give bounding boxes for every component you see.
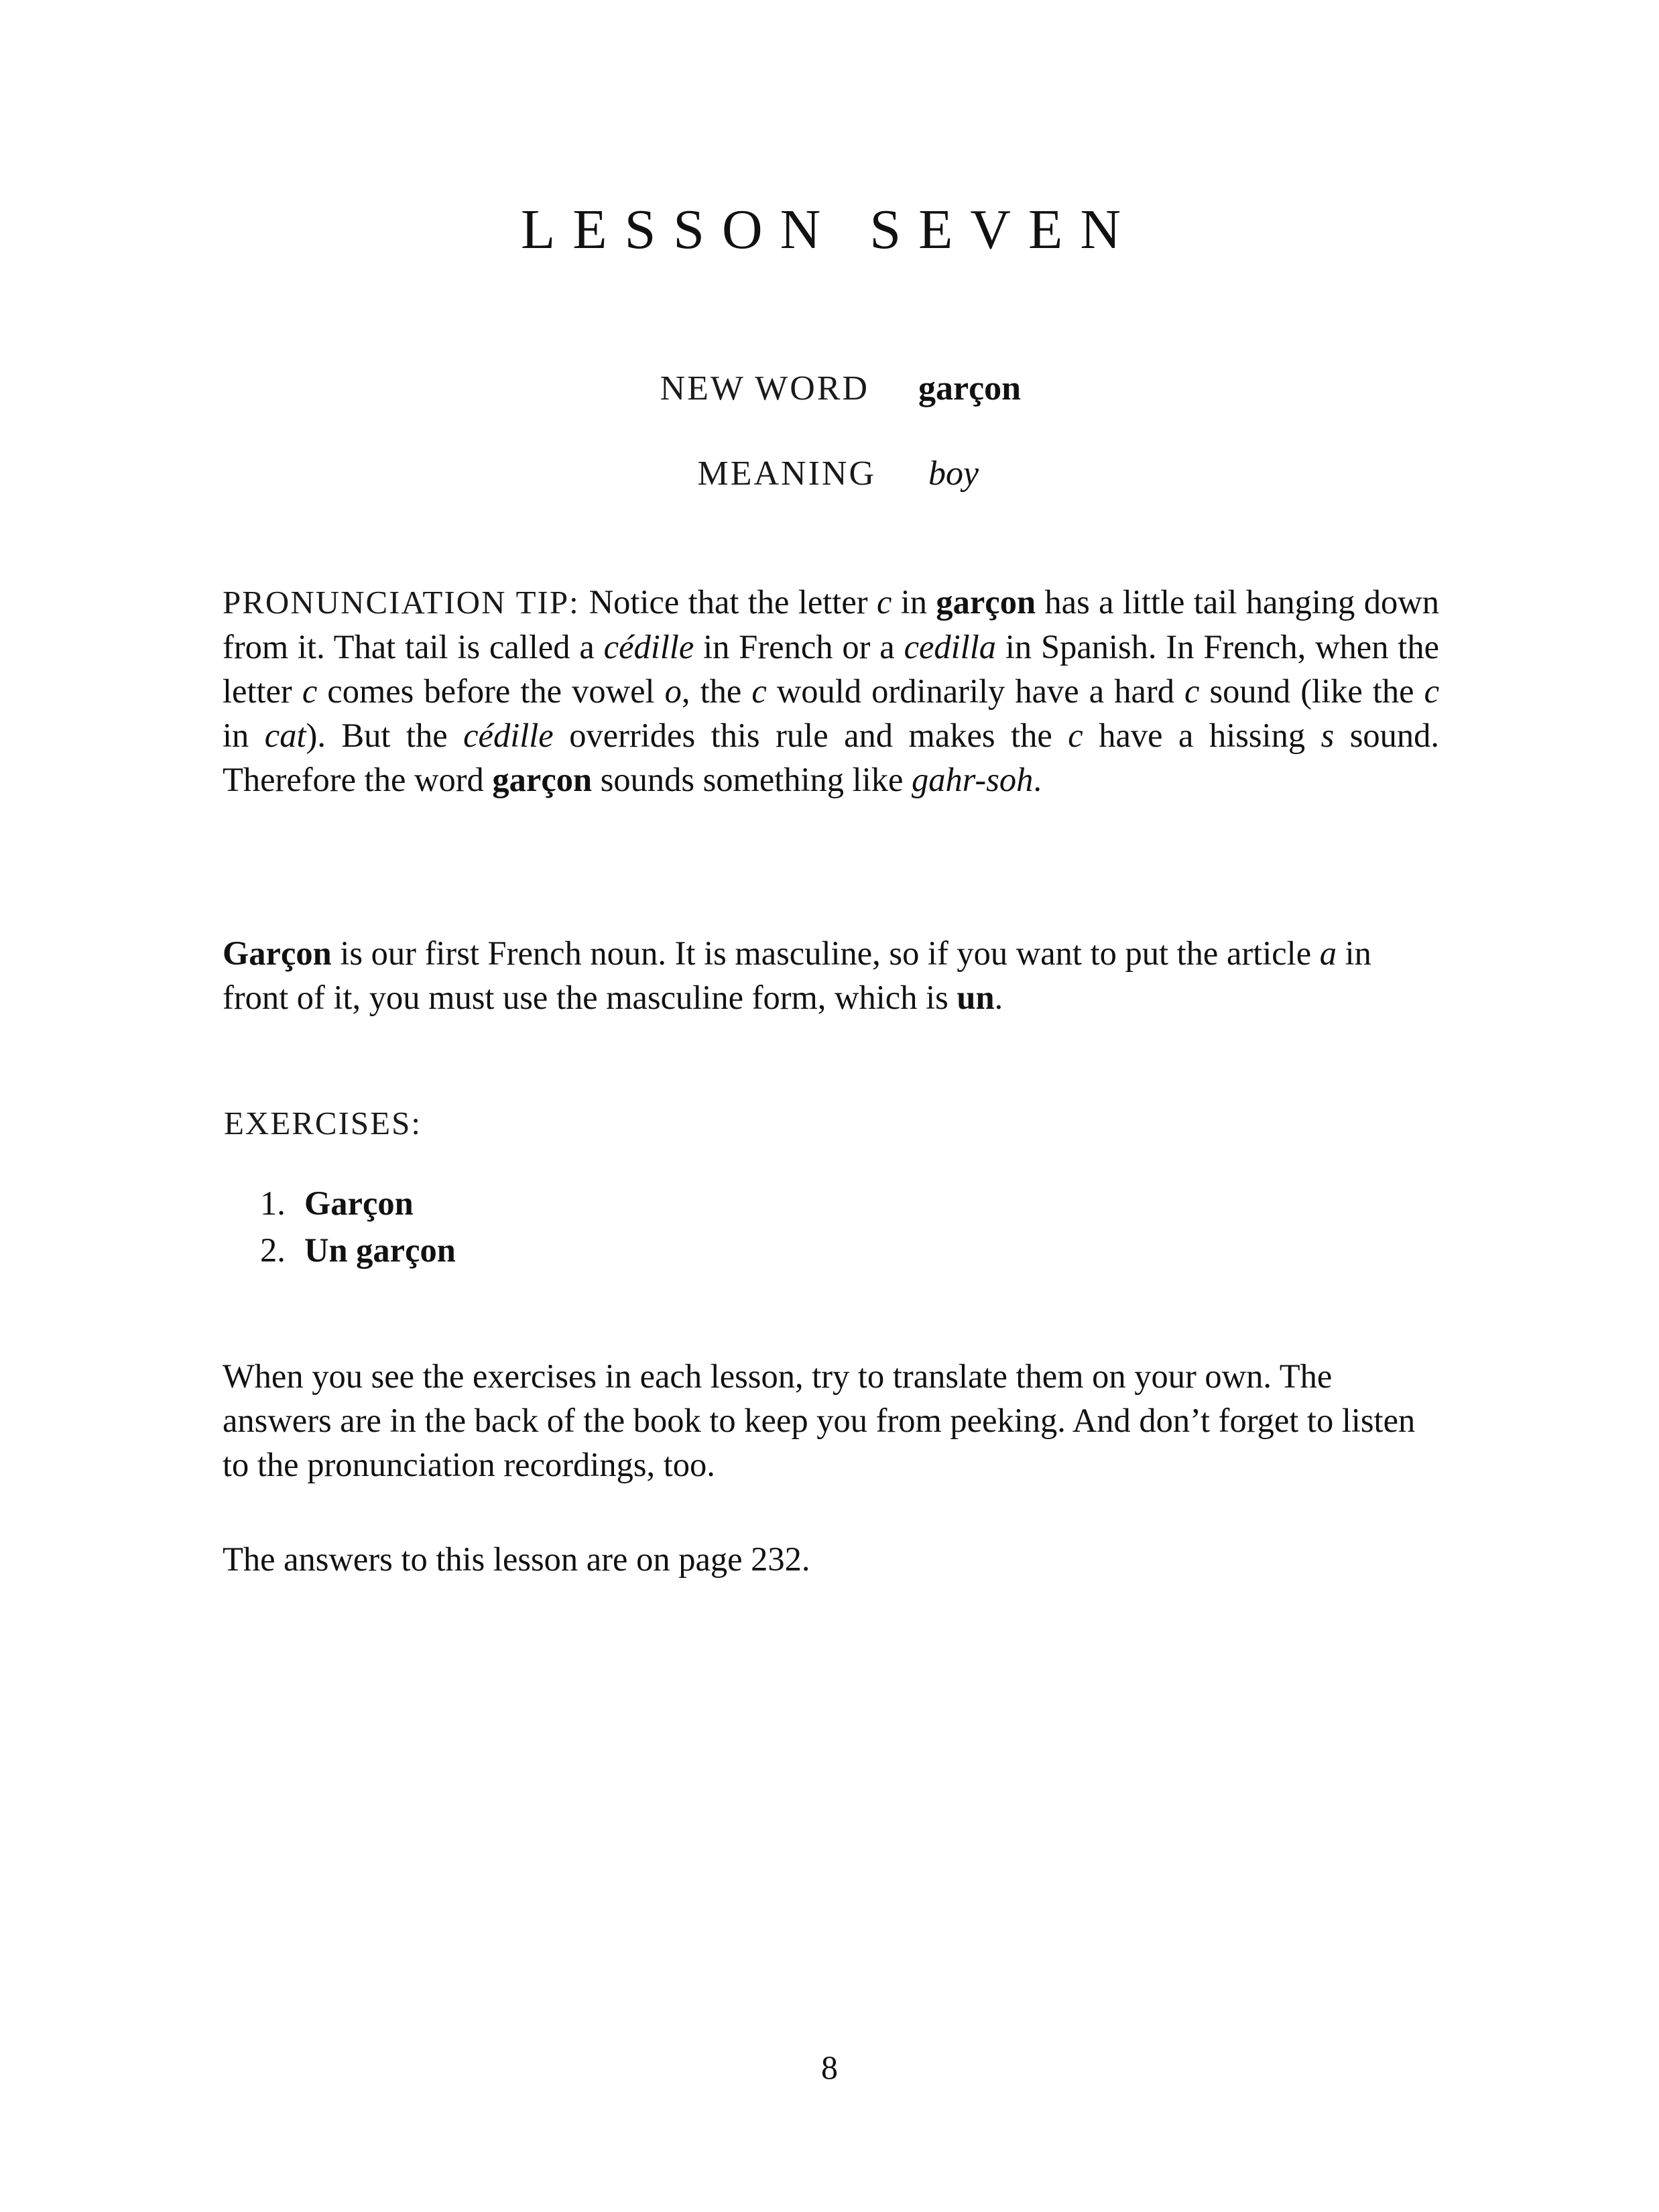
noun-article-term: a	[1319, 934, 1337, 972]
tip-term: cedilla	[904, 628, 996, 666]
tip-text: .	[1033, 761, 1042, 798]
tip-text: , the	[681, 672, 752, 710]
tip-term: gahr-soh	[912, 761, 1034, 798]
meaning-label: MEANING	[697, 454, 876, 493]
pronunciation-tip-label: PRONUNCIATION TIP:	[223, 584, 580, 621]
page-number: 8	[821, 2048, 838, 2086]
tip-letter: c	[751, 672, 767, 710]
new-word-label: NEW WORD	[660, 369, 869, 408]
closing-paragraph: When you see the exercises in each lesson, try to translate them on your own. The answers are in the back of the book to keep you from peeking. And don’t forget to listen to the pronunciation recordings, too.	[223, 1357, 1416, 1483]
tip-text: Notice that the letter	[589, 583, 877, 621]
exercise-item	[260, 1180, 456, 1227]
new-word-row	[0, 369, 1659, 409]
new-word-value: garçon	[918, 369, 1022, 408]
noun-text: in front of it, you must use the masculine form, which is	[223, 934, 1371, 1016]
tip-text: in	[892, 583, 936, 621]
lesson-title: LESSON SEVEN	[520, 198, 1139, 261]
noun-article-un: un	[957, 979, 995, 1016]
tip-letter: c	[302, 672, 318, 710]
noun-text: is our first French noun. It is masculine, so if you want to put the article	[331, 934, 1320, 972]
tip-letter: c	[1068, 717, 1083, 754]
tip-term: cat	[264, 717, 306, 754]
exercise-number: 1.	[260, 1184, 286, 1222]
tip-letter: c	[1424, 672, 1439, 710]
tip-word: garçon	[936, 583, 1036, 621]
tip-text: ). But the	[306, 717, 464, 754]
exercise-text: Un garçon	[304, 1231, 456, 1269]
tip-letter: s	[1320, 717, 1335, 754]
exercise-list	[260, 1180, 456, 1274]
answers-note: The answers to this lesson are on page 232.	[223, 1540, 810, 1578]
tip-text: in Spanish. In French, when the letter	[223, 628, 1440, 710]
tip-text: have a hissing	[1083, 717, 1321, 754]
tip-text: sound. Therefore the word	[223, 717, 1440, 798]
tip-text: sounds something like	[592, 761, 912, 798]
tip-text: in	[223, 717, 265, 754]
tip-text: sound (like the	[1199, 672, 1424, 710]
exercises-heading: EXERCISES:	[224, 1105, 422, 1142]
tip-letter: c	[876, 583, 892, 621]
meaning-row	[0, 454, 1659, 494]
tip-word: garçon	[492, 761, 593, 798]
tip-text: in French or a	[694, 628, 904, 666]
noun-word: Garçon	[223, 934, 332, 972]
tip-term: cédille	[603, 628, 694, 666]
tip-text: would ordinarily have a hard	[766, 672, 1185, 710]
noun-paragraph	[223, 931, 1439, 1020]
tip-text: overrides this rule and makes the	[553, 717, 1068, 754]
exercise-item	[260, 1227, 456, 1274]
meaning-value: boy	[928, 454, 979, 493]
exercise-text: Garçon	[304, 1184, 414, 1222]
noun-text: .	[994, 979, 1003, 1016]
tip-letter: c	[1184, 672, 1200, 710]
pronunciation-tip	[223, 580, 1439, 802]
tip-text: has a little tail hanging down from it. That tail is called a	[223, 583, 1440, 666]
exercise-number: 2.	[260, 1231, 286, 1269]
tip-text: comes before the vowel	[317, 672, 665, 710]
tip-letter: o	[664, 672, 682, 710]
tip-term: cédille	[463, 717, 554, 754]
